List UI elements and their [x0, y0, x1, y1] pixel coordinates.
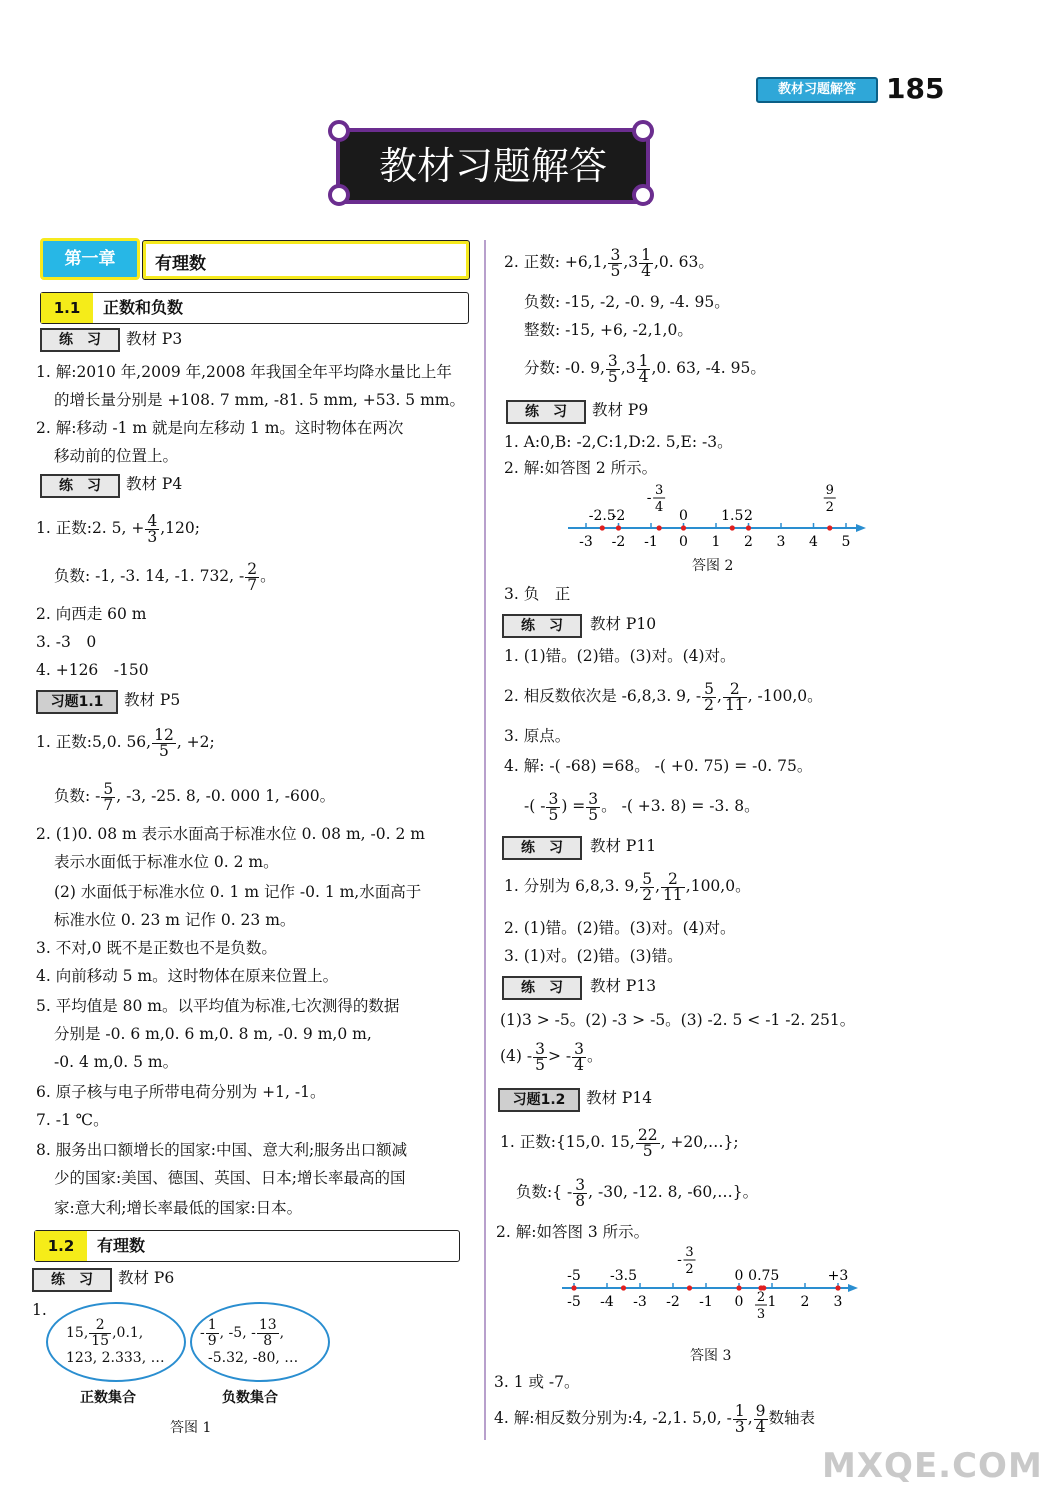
point — [687, 1285, 692, 1290]
banner-dot — [328, 184, 350, 206]
tick-label: -3 — [579, 534, 593, 550]
fraction: $\frac{3}{5}$ — [535, 1039, 545, 1074]
fraction: $\frac{5}{2}$ — [704, 679, 715, 714]
point — [621, 1285, 626, 1290]
tick-label: 3 — [833, 1294, 843, 1310]
text-line: 2. 解:如答图 3 所示。 — [496, 1223, 650, 1241]
text-line: 的增长量分别是 +108. 7 mm, -81. 5 mm, +53. 5 mm。 — [54, 391, 465, 409]
text-line: (1)3 > -5。(2) -3 > -5。(3) -2. 5 < -1 -2. 251。 — [500, 1011, 856, 1029]
frac-den: 3 — [756, 1307, 766, 1322]
text-line: 3. 原点。 — [504, 727, 571, 745]
frac-num: 9 — [825, 483, 834, 498]
text-line: 2. 向西走 60 m — [36, 605, 147, 623]
tick-label: -1 — [644, 534, 658, 550]
column-divider — [484, 240, 486, 1440]
text-line: 2. (1)错。(2)错。(3)对。(4)对。 — [504, 919, 736, 937]
text-line: 表示水面低于标准水位 0. 2 m。 — [54, 853, 279, 871]
chapter-title: 有理数 — [155, 254, 206, 274]
practice-tag: 练 习 — [32, 1268, 112, 1292]
title-banner — [336, 128, 650, 204]
text-line: 1. 分别为 6,8,3. 9, $\frac{5}{2}$ , $\frac{2}{11}$ ,100,0。 — [504, 869, 751, 904]
fraction: $\frac{3}{5}$ — [610, 245, 621, 280]
frac-num: 2 — [756, 1290, 766, 1305]
point — [657, 525, 662, 530]
text-line: 3. 负 正 — [504, 585, 571, 603]
tick-label: 2 — [800, 1294, 810, 1310]
frac-den: 2 — [685, 1262, 694, 1277]
frac-sign: - — [646, 490, 652, 506]
fraction: $\frac{2}{11}$ — [663, 869, 683, 904]
exercise-tag-1-1: 习题1.1 — [36, 690, 118, 714]
positive-set-line-1: 15, $\frac{2}{15}$ ,0.1, — [66, 1316, 144, 1349]
point — [730, 525, 735, 530]
fraction: $\frac{9}{4}$ — [755, 1401, 766, 1436]
point-label: 0 — [679, 508, 688, 524]
tick-label: -5 — [567, 1294, 581, 1310]
tick-label: -1 — [699, 1294, 713, 1310]
text-line: -( - $\frac{3}{5}$ ) = $\frac{3}{5}$ 。 -( +3. 8) = -3. 8。 — [524, 789, 760, 824]
text-line: 2. 解:移动 -1 m 就是向左移动 1 m。这时物体在两次 — [36, 419, 404, 437]
text-line: (4) - $\frac{3}{5}$ > - $\frac{3}{4}$ 。 — [500, 1039, 603, 1074]
text-line: -0. 4 m,0. 5 m。 — [54, 1053, 179, 1071]
text-line: 3. -3 0 — [36, 633, 97, 651]
text-line: 2. 正数: +6,1, $\frac{3}{5}$ ,3 $\frac{1}{4}$ ,0. 63。 — [504, 245, 714, 280]
frac-num: 3 — [685, 1245, 694, 1260]
text-line: 4. 向前移动 5 m。这时物体在原来位置上。 — [36, 967, 339, 985]
watermark: MXQE.COM — [822, 1446, 1043, 1486]
point-label: 0.75 — [748, 1268, 780, 1284]
practice-tag: 练 习 — [502, 614, 582, 638]
fraction: $\frac{1}{9}$ — [207, 1316, 217, 1349]
text-line: 4. 解: -( -68) =68。 -( +0. 75) = -0. 75。 — [504, 757, 813, 775]
text-line: 分数: -0. 9, $\frac{3}{5}$ ,3 $\frac{1}{4}$ ,0. 63, -4. 95。 — [524, 351, 766, 386]
fraction: $\frac{13}{8}$ — [258, 1316, 277, 1349]
text-line: 8. 服务出口额增长的国家:中国、意大利;服务出口额减 — [36, 1141, 408, 1159]
point — [600, 525, 605, 530]
point-label: -3.5 — [610, 1268, 637, 1284]
text-line: 标准水位 0. 23 m 记作 0. 23 m。 — [54, 911, 296, 929]
text-line: 3. (1)对。(2)错。(3)错。 — [504, 947, 683, 965]
positive-set-line-2: 123, 2.333, … — [66, 1350, 165, 1366]
negative-set-label: 负数集合 — [222, 1390, 278, 1406]
fraction: $\frac{5}{7}$ — [103, 779, 114, 814]
point — [681, 525, 686, 530]
chapter-label: 第一章 — [40, 238, 140, 280]
text-line: 负数: -1, -3. 14, -1. 732, - $\frac{2}{7}$ 。 — [54, 559, 276, 594]
chapter-title-box — [142, 240, 470, 280]
text-line: 负数: - $\frac{5}{7}$ , -3, -25. 8, -0. 000 1, -600。 — [54, 779, 336, 814]
tick-label: 3 — [776, 534, 786, 550]
practice-tag: 练 习 — [502, 836, 582, 860]
text-line: (2) 水面低于标准水位 0. 1 m 记作 -0. 1 m,水面高于 — [54, 883, 422, 901]
text-line: 少的国家:美国、德国、英国、日本;增长率最高的国 — [54, 1169, 406, 1187]
point — [736, 1285, 741, 1290]
tick-label: 0 — [679, 534, 688, 550]
fraction: $\frac{3}{5}$ — [548, 789, 559, 824]
point-label: -5 — [567, 1268, 581, 1284]
point-label: 0 — [734, 1268, 744, 1284]
page-number: 185 — [886, 72, 945, 105]
point-label: -2.5 — [588, 508, 616, 524]
axis-arrow — [856, 524, 866, 532]
ref-p14: 教材 P14 — [586, 1089, 653, 1107]
number-line-figure-3 — [556, 1245, 866, 1332]
text-line: 3. 不对,0 既不是正数也不是负数。 — [36, 939, 277, 957]
point — [827, 525, 832, 530]
negative-set-line-1: - $\frac{1}{9}$ , -5, - $\frac{13}{8}$ , — [200, 1316, 285, 1349]
section-header-1-2: 1.2 有理数 — [34, 1230, 460, 1262]
frac-sign: - — [677, 1252, 682, 1268]
positive-set-label: 正数集合 — [80, 1390, 136, 1406]
text-line: 负数:{ - $\frac{3}{8}$ , -30, -12. 8, -60,…}。 — [516, 1175, 759, 1210]
axis-arrow — [848, 1284, 858, 1292]
practice-tag: 练 习 — [40, 474, 120, 498]
point-label: 2 — [744, 508, 753, 524]
banner-dot — [632, 184, 654, 206]
practice-tag: 练 习 — [502, 976, 582, 1000]
tick-label: 1 — [767, 1294, 777, 1310]
practice-tag: 练 习 — [506, 400, 586, 424]
text-line: 4. 解:相反数分别为:4, -2,1. 5,0, - $\frac{1}{3}$ , $\frac{9}{4}$ 数轴表 — [494, 1401, 816, 1436]
text-line: 1. (1)错。(2)错。(3)对。(4)对。 — [504, 647, 736, 665]
figure-caption: 答图 2 — [692, 558, 734, 574]
fraction: $\frac{5}{2}$ — [642, 869, 653, 904]
text-line: 1. 解:2010 年,2009 年,2008 年我国全年平均降水量比上年 — [36, 363, 452, 381]
fraction: $\frac{3}{5}$ — [588, 789, 599, 824]
point — [571, 1285, 576, 1290]
tick-label: -2 — [611, 534, 626, 550]
fraction: $\frac{1}{4}$ — [638, 351, 649, 386]
ref-p3: 教材 P3 — [126, 330, 183, 348]
fraction: $\frac{4}{3}$ — [147, 511, 158, 546]
negative-set-line-2: -5.32, -80, … — [208, 1350, 299, 1366]
banner-title: 教材习题解答 — [378, 144, 607, 188]
fraction: $\frac{3}{4}$ — [574, 1039, 585, 1074]
fraction: $\frac{3}{5}$ — [607, 351, 618, 386]
point-label: 1.5 — [721, 508, 744, 524]
tick-label: 0 — [734, 1294, 744, 1310]
text-line: 3. 1 或 -7。 — [494, 1373, 580, 1391]
fraction: $\frac{22}{5}$ — [637, 1125, 658, 1160]
text-line: 1. — [32, 1301, 47, 1319]
ref-p9: 教材 P9 — [592, 401, 649, 419]
tick-label: 5 — [841, 534, 851, 550]
text-line: 6. 原子核与电子所带电荷分别为 +1, -1。 — [36, 1083, 326, 1101]
point-label: +3 — [827, 1268, 849, 1284]
text-line: 7. -1 ℃。 — [36, 1111, 109, 1129]
tick-label: 2 — [744, 534, 753, 550]
fraction: $\frac{2}{7}$ — [247, 559, 258, 594]
text-line: 1. A:0,B: -2,C:1,D:2. 5,E: -3。 — [504, 433, 733, 451]
ref-p11: 教材 P11 — [590, 837, 657, 855]
text-line: 家:意大利;增长率最低的国家:日本。 — [54, 1199, 303, 1217]
frac-den: 4 — [654, 500, 664, 515]
text-line: 整数: -15, +6, -2,1,0。 — [524, 321, 693, 339]
text-line: 2. 解:如答图 2 所示。 — [504, 459, 658, 477]
frac-num: 3 — [654, 483, 664, 498]
text-line: 移动前的位置上。 — [54, 447, 179, 465]
point — [835, 1285, 840, 1290]
practice-tag: 练 习 — [40, 328, 120, 352]
point-label: -2 — [611, 508, 626, 524]
banner-dot — [632, 120, 654, 142]
tick-label: 4 — [809, 534, 818, 550]
fraction: $\frac{1}{4}$ — [641, 245, 651, 280]
fraction: $\frac{1}{3}$ — [734, 1401, 745, 1436]
ref-p4: 教材 P4 — [126, 475, 183, 493]
fraction: $\frac{2}{11}$ — [724, 679, 745, 714]
ref-p10: 教材 P10 — [590, 615, 657, 633]
frac-den: 2 — [825, 500, 834, 515]
fraction: $\frac{2}{15}$ — [91, 1316, 110, 1349]
text-line: 4. +126 -150 — [36, 661, 149, 679]
tick-label: -4 — [600, 1294, 614, 1310]
text-line: 2. (1)0. 08 m 表示水面高于标准水位 0. 08 m, -0. 2 m — [36, 825, 425, 843]
section-header-1-1: 1.1 正数和负数 — [40, 292, 469, 324]
text-line: 1. 正数:5,0. 56, $\frac{12}{5}$ , +2; — [36, 725, 215, 760]
tick-label: -3 — [633, 1294, 647, 1310]
fraction: $\frac{3}{8}$ — [575, 1175, 586, 1210]
ref-p6: 教材 P6 — [118, 1269, 175, 1287]
tick-label: -2 — [666, 1294, 680, 1310]
text-line: 分别是 -0. 6 m,0. 6 m,0. 8 m, -0. 9 m,0 m, — [54, 1025, 372, 1043]
exercise-tag-1-2: 习题1.2 — [498, 1088, 580, 1112]
tick-label: 1 — [711, 534, 721, 550]
text-line: 负数: -15, -2, -0. 9, -4. 95。 — [524, 293, 730, 311]
header-tag: 教材习题解答 — [756, 77, 878, 103]
ref-p5: 教材 P5 — [124, 691, 181, 709]
text-line: 1. 正数:{15,0. 15, $\frac{22}{5}$ , +20,…}; — [500, 1125, 739, 1160]
text-line: 2. 相反数依次是 -6,8,3. 9, - $\frac{5}{2}$ , $\frac{2}{11}$ , -100,0。 — [504, 679, 823, 714]
figure-caption: 答图 1 — [170, 1420, 212, 1436]
text-line: 1. 正数:2. 5, + $\frac{4}{3}$ ,120; — [36, 511, 200, 546]
point — [746, 525, 751, 530]
banner-dot — [328, 120, 350, 142]
fraction: $\frac{12}{5}$ — [154, 725, 174, 760]
figure-caption: 答图 3 — [690, 1348, 732, 1364]
point — [616, 525, 621, 530]
text-line: 5. 平均值是 80 m。以平均值为标准,七次测得的数据 — [36, 997, 400, 1015]
number-line-figure-2 — [560, 484, 870, 552]
ref-p13: 教材 P13 — [590, 977, 657, 995]
